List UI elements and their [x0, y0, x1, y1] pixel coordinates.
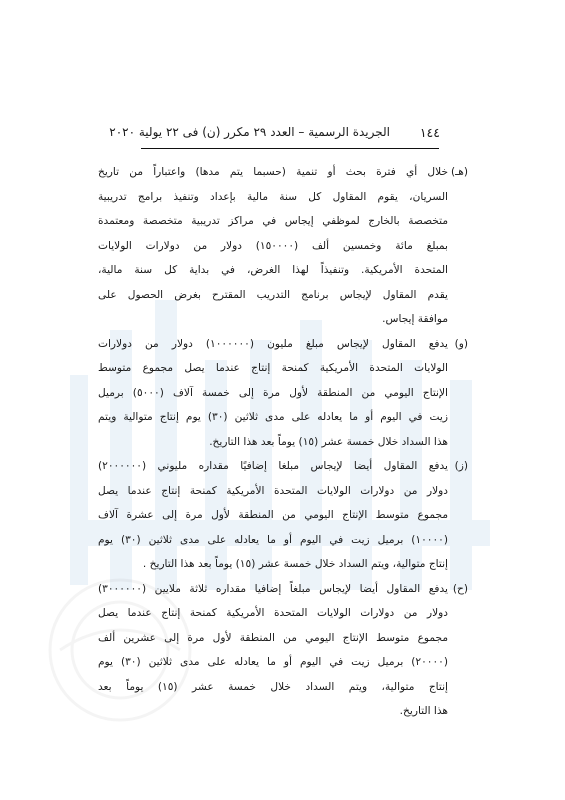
text-line: مجموع متوسط الإنتاج اليومي من المنطقة لأول مرة إلى عشرة آلاف [98, 509, 448, 521]
paragraph-w [98, 332, 466, 455]
page-header [109, 123, 440, 145]
text-line: متخصصة بالخارج لموظفي إيجاس في مراكز تدريبية متخصصة ومعتمدة [98, 215, 448, 227]
text-line: السريان، يقوم المقاول كل سنة مالية بإعداد وتنفيذ برامج تدريبية [98, 190, 448, 203]
paragraph-marker: (ح) [452, 582, 468, 595]
text-line: يقدم المقاول لإيجاس برنامج التدريب المقترح بغرض الحصول على [98, 288, 448, 301]
paragraph-marker: (ز) [454, 460, 468, 472]
text-line: (١٠٠٠٠) برميل زيت في اليوم أو ما يعادله على مدى ثلاثين (٣٠) يوم [98, 533, 448, 546]
text-line: إنتاج متوالية، ويتم السداد خلال خمسة عشر (١٥) يوماً بعد هذا التاريخ . [142, 558, 448, 570]
text-line: (٢٠٠٠٠) برميل زيت في اليوم أو ما يعادله على مدى ثلاثين (٣٠) يوم [98, 656, 448, 668]
text-line: يدفع المقاول أيضا لإيجاس مبلغا إضافيًا مقداره مليوني (٢٠٠٠٠٠٠) [98, 460, 448, 472]
text-line: هذا السداد خلال خمسة عشر (١٥) يوماً بعد هذا التاريخ. [209, 435, 448, 448]
paragraph-marker: (هـ) [451, 166, 468, 178]
text-line: موافقة إيجاس. [382, 313, 448, 325]
text-line: يدفع المقاول أيضا لإيجاس مبلغاً إضافيا مقداره ثلاثة ملايين (٣٠٠٠٠٠٠) [98, 582, 448, 595]
text-line: مجموع متوسط الإنتاج اليومي من المنطقة لأول مرة إلى عشرين ألف [98, 631, 448, 644]
text-line: بمبلغ مائة وخمسين ألف (١٥٠٠٠٠) دولار من دولارات الولايات [98, 239, 448, 252]
text-line: هذا التاريخ. [399, 705, 448, 717]
paragraph-z [98, 454, 466, 577]
paragraph-h [98, 160, 466, 332]
text-line: زيت في اليوم أو ما يعادله على مدى ثلاثين (٣٠) يوم إنتاج متوالية ويتم [98, 411, 448, 423]
text-line: دولار من دولارات الولايات المتحدة الأمريكية كمنحة إنتاج عندما يصل [98, 484, 448, 497]
paragraph-ha [98, 577, 466, 724]
text-line: دولار من دولارات الولايات المتحدة الأمريكية كمنحة إنتاج عندما يصل [98, 607, 448, 619]
page-number: ١٤٤ [419, 125, 440, 140]
text-line: إنتاج متوالية، ويتم السداد خلال خمسة عشر (١٥) يوماً بعد [98, 680, 448, 693]
text-line: الإنتاج اليومي من المنطقة لأول مرة إلى خمسة آلاف (٥٠٠٠) برميل [98, 386, 448, 399]
text-line: خلال أي فترة بحث أو تنمية (حسبما يتم مدها) واعتباراً من تاريخ [98, 166, 448, 178]
paragraph-marker: (و) [454, 337, 468, 350]
text-line: المتحدة الأمريكية. وتنفيذاً لهذا الغرض، في بداية كل سنة مالية، [98, 264, 448, 276]
document-body [98, 160, 466, 724]
text-line: الولايات المتحدة الأمريكية كمنحة إنتاج عندما يصل مجموع متوسط [98, 362, 448, 374]
gazette-title: الجريدة الرسمية – العدد ٢٩ مكرر (ن) فى ٢٢ يولية ٢٠٢٠ [109, 125, 390, 139]
text-line: يدفع المقاول لإيجاس مبلغ مليون (١٠٠٠٠٠٠) دولار من دولارات [98, 337, 448, 350]
header-divider [141, 148, 439, 149]
